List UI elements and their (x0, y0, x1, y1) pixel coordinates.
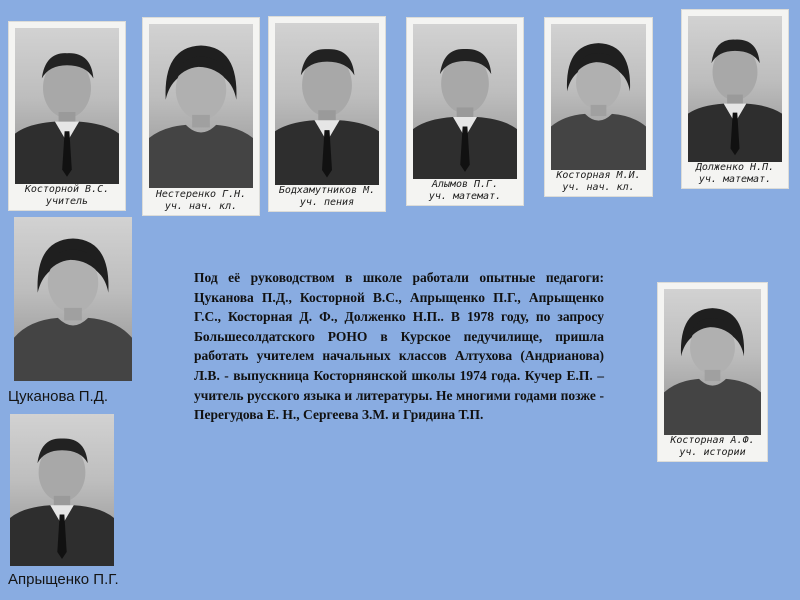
portrait-dolzhenko (681, 9, 789, 189)
portrait-caption: Косторная А.Ф. уч. истории (670, 435, 755, 458)
portrait-alymov (406, 17, 524, 206)
portrait-image (275, 23, 379, 185)
portrait-caption: Долженко Н.П. уч. математ. (695, 162, 775, 185)
main-paragraph: Под её руководством в школе работали опытные педагоги: Цуканова П.Д., Косторной В.С., Апрыщенко П.Г., Апрыщенко Г.С., Косторная Д. Ф., Долженко Н.П.. В 1978 году, по запросу Большесолдатского РОНО в Курское педучилище, пришла работать учителем начальных классов Алтухова (Андрианова) Л.В. - выпускница Косторнянской школы 1974 года. Кучер Е.П. – учитель русского языка и литературы. Не многими годами позже - Перегудова Е. Н., Сергеева З.М. и Гридина Т.П. (194, 270, 604, 423)
portrait-caption: Нестеренко Г.Н. уч. нач. кл. (155, 189, 247, 212)
portrait-image (15, 28, 119, 184)
portrait-image (551, 24, 646, 170)
label-apryshchenko: Апрыщенко П.Г. (8, 571, 119, 588)
portrait-image (688, 16, 782, 162)
portrait-caption: Бодхамутников М. уч. пения (278, 185, 376, 208)
portrait-caption: Алымов П.Г. уч. математ. (428, 179, 502, 202)
portrait-caption: Косторная М.И. уч. нач. кл. (556, 170, 641, 193)
portrait-image (664, 289, 761, 435)
portrait-image (149, 24, 253, 188)
portrait-image (14, 217, 132, 381)
portrait-image (413, 24, 517, 179)
portrait-image (10, 414, 114, 566)
portrait-kostornaya-mi (544, 17, 653, 197)
label-tsukanova: Цуканова П.Д. (8, 388, 109, 405)
portrait-kostornaya-af (657, 282, 768, 462)
portrait-apryshchenko (10, 414, 114, 566)
portrait-bodkhamutnikov (268, 16, 386, 212)
portrait-caption: Косторной В.С. учитель (24, 184, 110, 207)
portrait-tsukanova (14, 217, 132, 381)
portrait-nesterenko (142, 17, 260, 216)
portrait-kostornoi (8, 21, 126, 211)
